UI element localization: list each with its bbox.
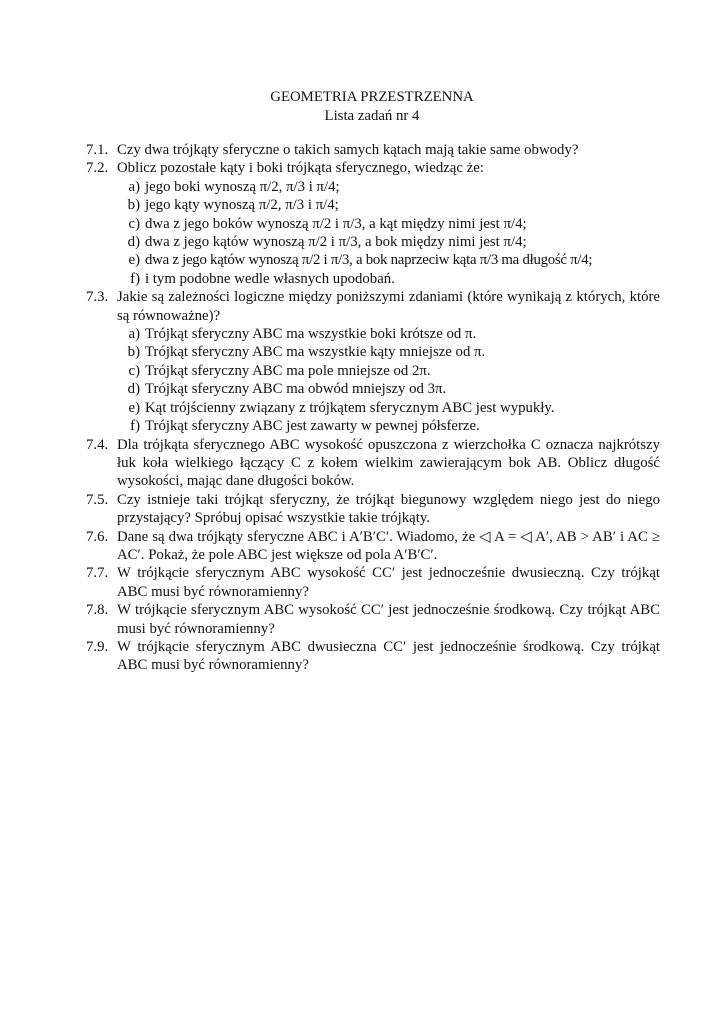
- item-text: dwa z jego boków wynoszą π/2 i π/3, a kąt między nimi jest π/4;: [145, 215, 527, 232]
- list-item: [117, 178, 660, 196]
- problem-7-6: [86, 528, 660, 565]
- list-item: [117, 196, 660, 214]
- item-text: dwa z jego kątów wynoszą π/2 i π/3, a bok naprzeciw kąta π/3 ma długość π/4;: [145, 252, 593, 269]
- page-subtitle: Lista zadań nr 4: [324, 108, 420, 124]
- item-text: Trójkąt sferyczny ABC ma wszystkie kąty mniejsze od π.: [145, 344, 486, 361]
- problem-7-7: [86, 564, 660, 601]
- problem-number: 7.9.: [86, 638, 109, 655]
- item-text: jego boki wynoszą π/2, π/3 i π/4;: [145, 178, 340, 195]
- page-title: GEOMETRIA PRZESTRZENNA: [270, 89, 474, 105]
- list-item: [117, 215, 660, 233]
- item-label: b): [127, 344, 140, 361]
- list-item: [117, 362, 660, 380]
- list-item: [117, 270, 660, 288]
- item-text: i tym podobne wedle własnych upodobań.: [145, 270, 395, 287]
- problem-text: Czy dwa trójkąty sferyczne o takich samych kątach mają takie same obwody?: [117, 142, 579, 158]
- item-label: d): [127, 234, 140, 251]
- problem-number: 7.5.: [86, 491, 109, 508]
- problem-number: 7.4.: [86, 436, 109, 453]
- problem-text: W trójkącie sferycznym ABC dwusieczna CC′ jest jednocześnie środkową. Czy trójkąt ABC musi być równoramienny?: [117, 638, 660, 674]
- problem-text: Czy istnieje taki trójkąt sferyczny, że trójkąt biegunowy względem niego jest do niego przystający? Spróbuj opisać wszystkie takie trójkąty.: [117, 491, 660, 527]
- problem-number: 7.1.: [86, 142, 109, 158]
- list-item: [117, 417, 660, 435]
- item-label: c): [128, 215, 140, 232]
- problem-text: W trójkącie sferycznym ABC wysokość CC′ jest jednocześnie środkową. Czy trójkąt ABC musi być równoramienny?: [117, 602, 660, 637]
- problem-number: 7.2.: [86, 160, 109, 177]
- item-label: f): [130, 418, 140, 435]
- problem-7-5: [86, 491, 660, 528]
- item-label: a): [128, 326, 140, 343]
- problem-7-3: [86, 288, 660, 435]
- item-label: e): [128, 399, 140, 416]
- list-item: [117, 380, 660, 398]
- problem-text: Oblicz pozostałe kąty i boki trójkąta sferycznego, wiedząc że:: [117, 160, 484, 177]
- problem-7-4: [86, 436, 660, 491]
- list-item: [117, 343, 660, 361]
- document-header: [0, 88, 724, 126]
- item-text: Kąt trójścienny związany z trójkątem sferycznym ABC jest wypukły.: [145, 399, 555, 416]
- item-label: f): [130, 270, 140, 287]
- problem-list: [86, 141, 660, 675]
- list-item: [117, 325, 660, 343]
- list-item: [117, 251, 660, 269]
- problem-7-2: [86, 159, 660, 288]
- problem-text: W trójkącie sferycznym ABC wysokość CC′ jest jednocześnie dwusieczną. Czy trójkąt ABC musi być równoramienny?: [117, 565, 660, 600]
- problem-7-1: [86, 141, 660, 159]
- problem-7-9: [86, 638, 660, 675]
- problem-number: 7.3.: [86, 289, 109, 306]
- subitem-list: [117, 178, 660, 288]
- problem-number: 7.7.: [86, 565, 109, 582]
- item-label: d): [127, 381, 140, 398]
- item-label: b): [127, 197, 140, 214]
- list-item: [117, 399, 660, 417]
- problem-number: 7.8.: [86, 602, 109, 619]
- item-text: Trójkąt sferyczny ABC ma wszystkie boki krótsze od π.: [145, 326, 477, 343]
- item-text: Trójkąt sferyczny ABC ma obwód mniejszy od 3π.: [145, 381, 447, 398]
- item-text: Trójkąt sferyczny ABC jest zawarty w pewnej półsferze.: [145, 418, 480, 435]
- problem-text: Dla trójkąta sferycznego ABC wysokość opuszczona z wierzchołka C oznacza najkrótszy łuk koła wielkiego łączący C z kołem wielkim zawierającym bok AB. Oblicz długość wysokości, mając dane długości boków.: [117, 436, 660, 490]
- item-text: Trójkąt sferyczny ABC ma pole mniejsze od 2π.: [145, 362, 431, 379]
- list-item: [117, 233, 660, 251]
- item-label: c): [128, 362, 140, 379]
- subitem-list: [117, 325, 660, 435]
- problem-7-8: [86, 601, 660, 638]
- item-label: a): [128, 178, 140, 195]
- item-text: dwa z jego kątów wynoszą π/2 i π/3, a bok między nimi jest π/4;: [145, 234, 527, 251]
- item-text: jego kąty wynoszą π/2, π/3 i π/4;: [145, 197, 339, 214]
- item-label: e): [128, 252, 140, 269]
- problem-text: Dane są dwa trójkąty sferyczne ABC i A′B′C′. Wiadomo, że ◁ A = ◁ A′, AB > AB′ i AC ≥ AC′. Pokaż, że pole ABC jest większe od pola A′B′C′.: [117, 528, 660, 563]
- problem-text: Jakie są zależności logiczne między poniższymi zdaniami (które wynikają z których, które są równoważne)?: [117, 289, 660, 324]
- problem-number: 7.6.: [86, 528, 109, 545]
